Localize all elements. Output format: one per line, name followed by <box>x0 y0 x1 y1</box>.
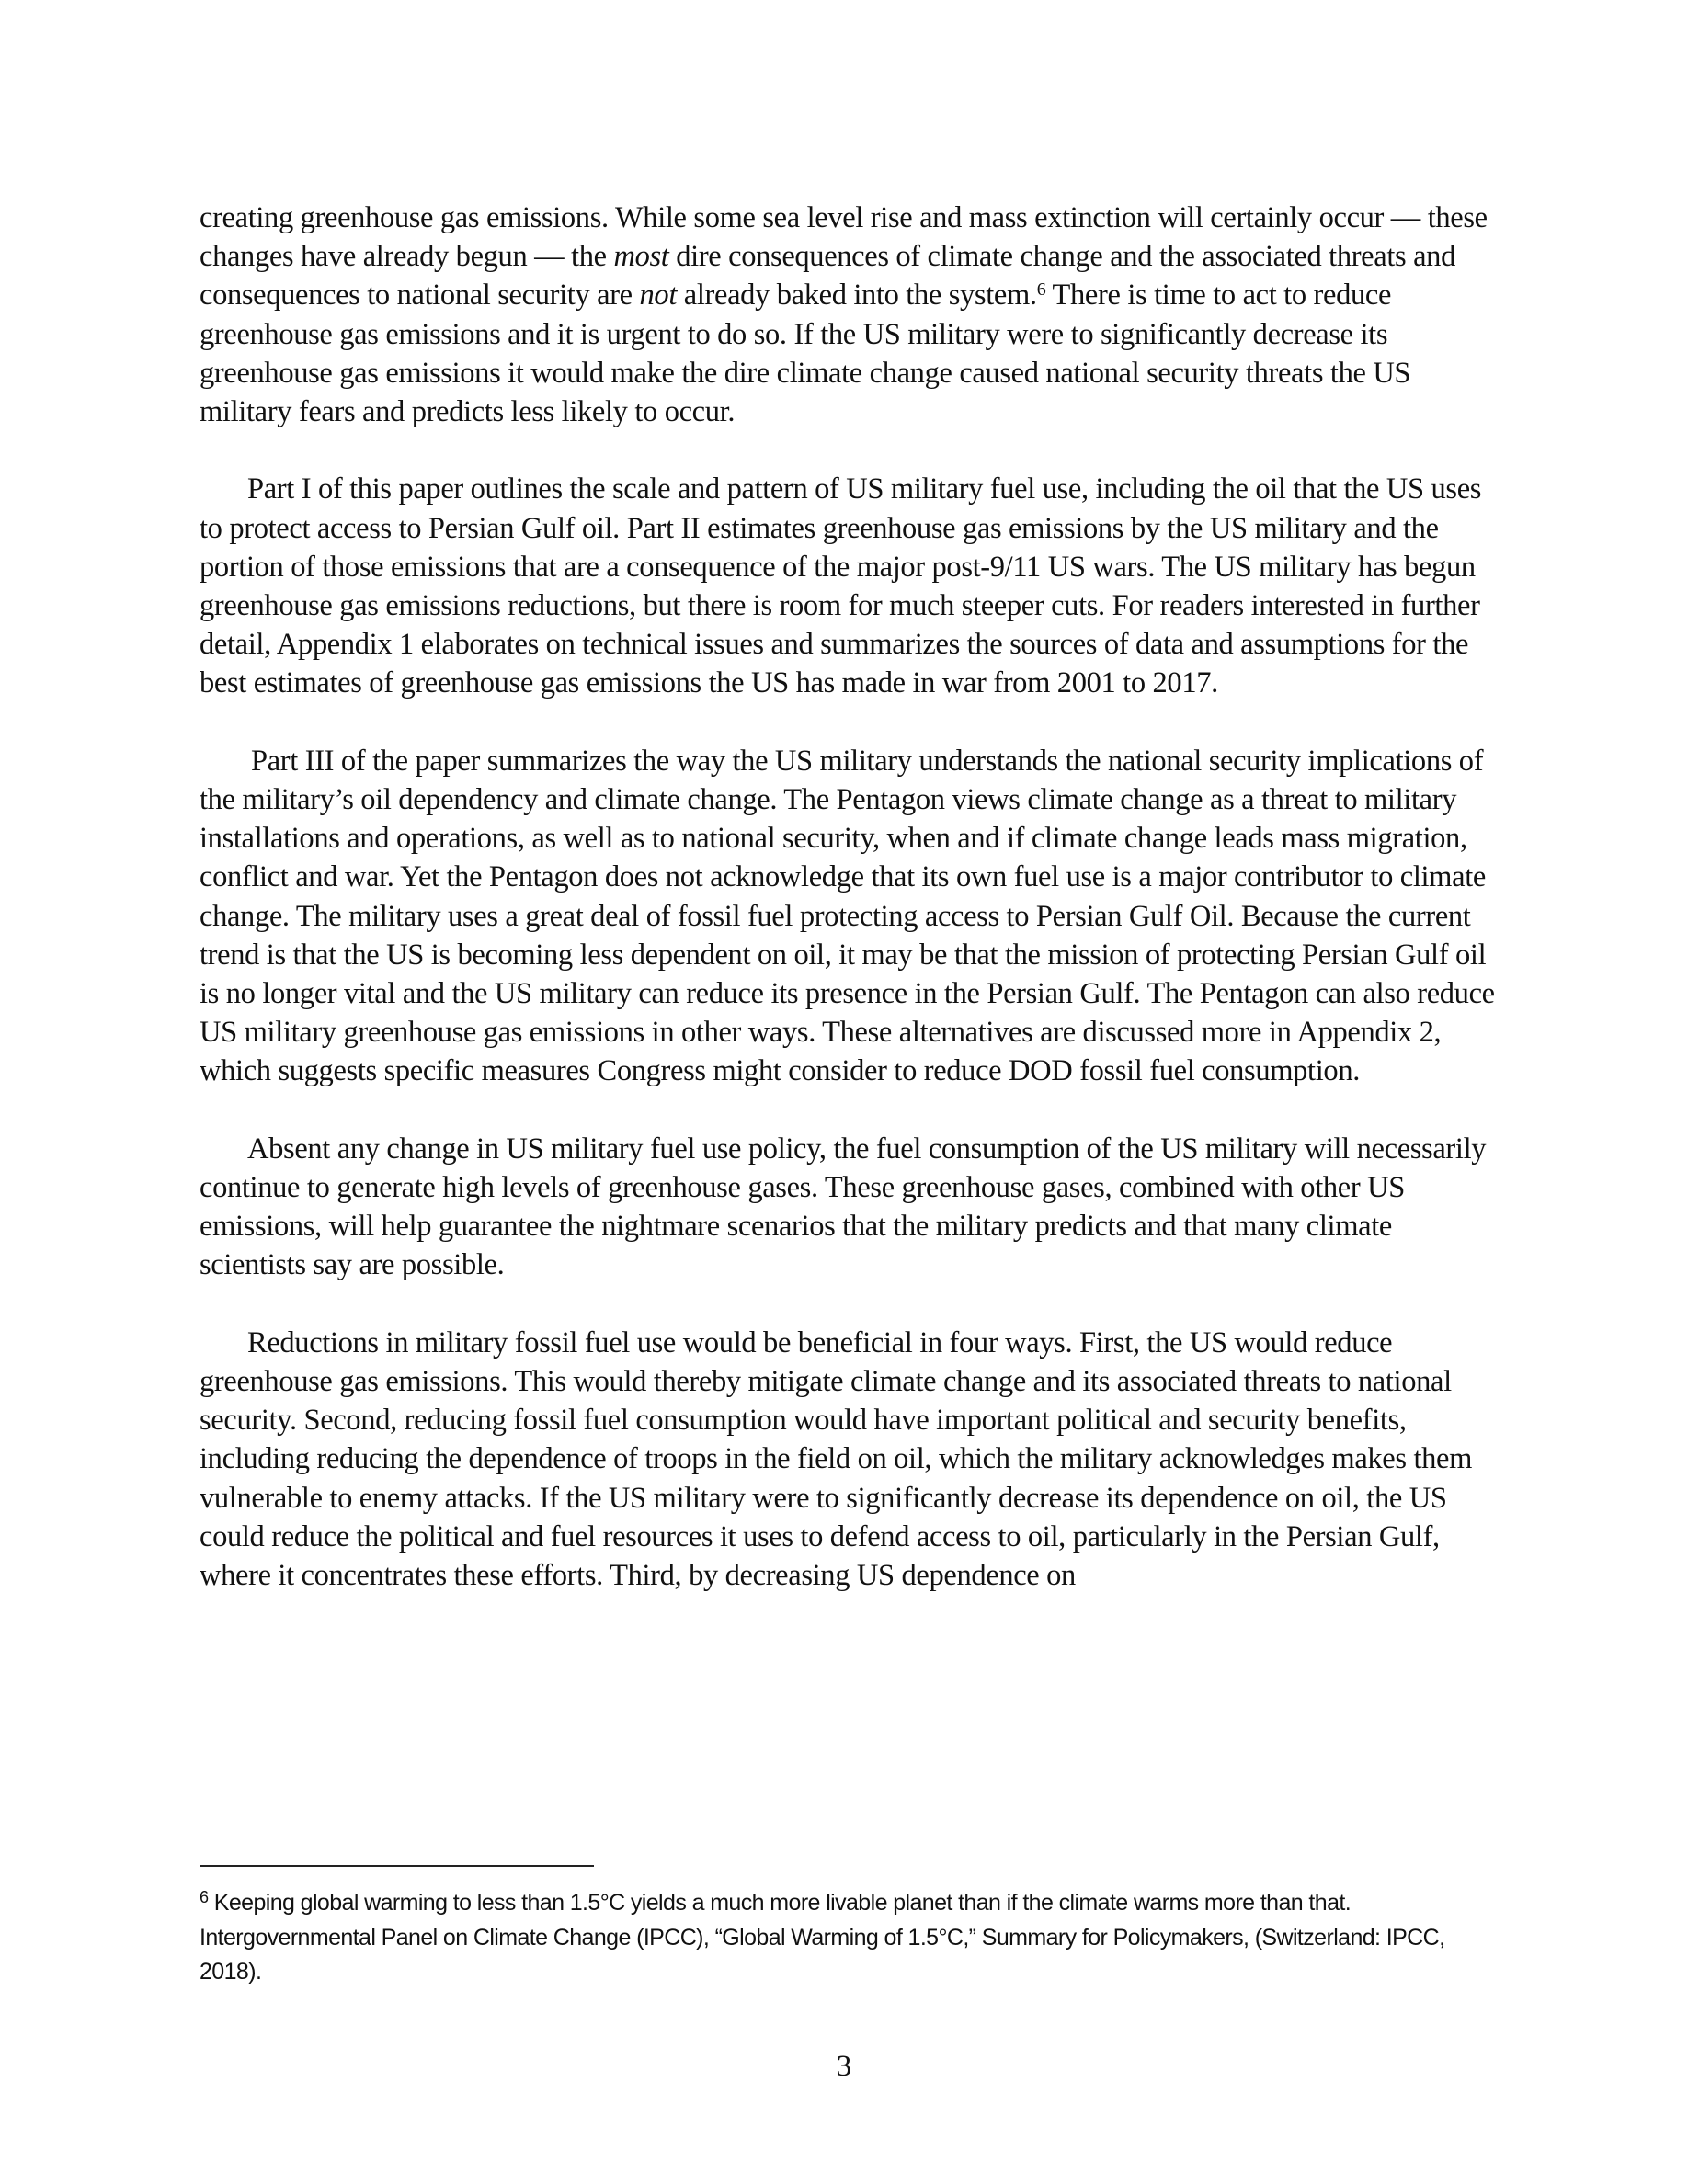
text-run: creating greenhouse gas emissions. While some sea level rise and mass extinction will certainly occur — these changes have already begun — the <box>200 201 1488 274</box>
paragraph-4: Absent any change in US military fuel use policy, the fuel consumption of the US military will necessarily continue to generate high levels of greenhouse gases. These greenhouse gases, combined with other US emissions, will help guarantee the nightmare scenarios that the military predicts and that many climate scientists say are possible. <box>200 1132 1487 1282</box>
text-run: dire consequences of climate change and the associated threats and consequences to national security are <box>200 240 1455 313</box>
footnote-6 <box>200 1886 1505 1990</box>
text-run: already baked into the system. <box>677 279 1037 313</box>
page-number: 3 <box>836 2050 852 2083</box>
paragraph-1 <box>200 199 1496 431</box>
footnote-reference[interactable]: 6 <box>1036 279 1046 301</box>
paragraph-5: Reductions in military fossil fuel use would be beneficial in four ways. First, the US would reduce greenhouse gas emissions. This would thereby mitigate climate change and its associated threats to national security. Second, reducing fossil fuel consumption would have important political and security benefits, including reducing the dependence of troops in the field on oil, which the military acknowledges makes them vulnerable to enemy attacks. If the US military were to significantly decrease its dependence on oil, the US could reduce the political and fuel resources it uses to defend access to oil, particularly in the Persian Gulf, where it concentrates these efforts. Third, by decreasing US dependence on <box>200 1325 1473 1593</box>
footnote-number: 6 <box>200 1888 209 1906</box>
paragraph-2: Part I of this paper outlines the scale and pattern of US military fuel use, including the oil that the US uses to protect access to Persian Gulf oil. Part II estimates greenhouse gas emissions by the US military and the portion of those emissions that are a consequence of the major post-9/11 US wars. The US military has begun greenhouse gas emissions reductions, but there is room for much steeper cuts. For readers interested in further detail, Appendix 1 elaborates on technical issues and summarizes the sources of data and assumptions for the best estimates of greenhouse gas emissions the US has made in war from 2001 to 2017. <box>200 472 1482 700</box>
text-run: There is time to act to reduce greenhouse gas emissions and it is urgent to do so. If the US military were to significantly decrease its greenhouse gas emissions it would make the dire climate change caused national security threats the US military fears and predicts less likely to occur. <box>200 279 1411 429</box>
emphasis-most: most <box>613 240 669 274</box>
footnote-separator <box>200 1865 594 1867</box>
emphasis-not: not <box>639 279 678 313</box>
paragraph-3: Part III of the paper summarizes the way the US military understands the national security implications of the military’s oil dependency and climate change. The Pentagon views climate change as a threat to military installations and operations, as well as to national security, when and if climate change leads mass migration, conflict and war. Yet the Pentagon does not acknowledge that its own fuel use is a major contributor to climate change. The military uses a great deal of fossil fuel protecting access to Persian Gulf Oil. Because the current trend is that the US is becoming less dependent on oil, it may be that the mission of protecting Persian Gulf oil is no longer vital and the US military can reduce its presence in the Persian Gulf. The Pentagon can also reduce US military greenhouse gas emissions in other ways. These alternatives are discussed more in Appendix 2, which suggests specific measures Congress might consider to reduce DOD fossil fuel consumption. <box>200 744 1495 1088</box>
footnote-text: Keeping global warming to less than 1.5°C yields a much more livable planet than if the climate warms more than that. Intergovernmental Panel on Climate Change (IPCC), “Global Warming of 1.5°C,” Summary for Policymakers, (Switzerland: IPCC, 2018). <box>200 1890 1445 1985</box>
body-text <box>200 199 1496 1633</box>
